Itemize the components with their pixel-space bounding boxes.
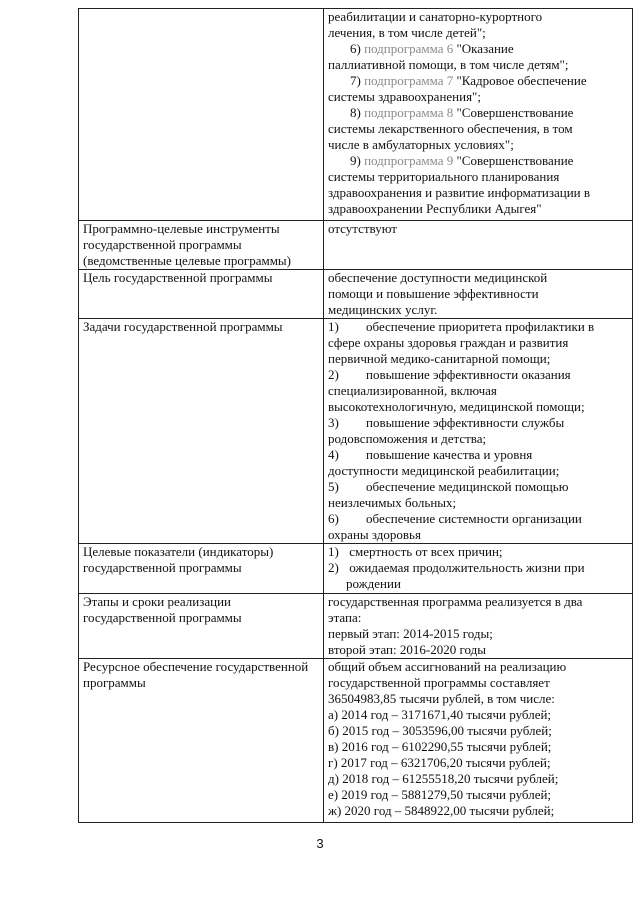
subprogram-item: 9) подпрограмма 9 "Совершенствование xyxy=(350,153,574,168)
row-label: Цель государственной программы xyxy=(79,270,324,319)
subprogram-item: 6) подпрограмма 6 "Оказание xyxy=(350,41,514,56)
row-label: Задачи государственной программы xyxy=(79,319,324,544)
row-label: Ресурсное обеспечение государственной программы xyxy=(79,659,324,823)
task-item: 2) повышение эффективности оказания xyxy=(328,367,571,382)
task-item: 6) обеспечение системности организации xyxy=(328,511,582,526)
subprogram-link: подпрограмма 9 xyxy=(364,153,454,168)
table-row xyxy=(79,9,633,221)
task-item: 3) повышение эффективности службы xyxy=(328,415,565,430)
row-value: обеспечение доступности медицинской помощи и повышение эффективности медицинских услуг. xyxy=(324,270,633,319)
row-label: Этапы и сроки реализации государственной программы xyxy=(79,594,324,659)
page-number: 3 xyxy=(316,836,324,851)
row-value: отсутствуют xyxy=(324,221,633,270)
row-label xyxy=(79,9,324,221)
task-item: 4) повышение качества и уровня xyxy=(328,447,533,462)
task-item: 1) обеспечение приоритета профилактики в xyxy=(328,319,595,334)
task-item: 5) обеспечение медицинской помощью xyxy=(328,479,569,494)
table-row xyxy=(79,594,633,659)
row-value: государственная программа реализуется в два этапа: первый этап: 2014-2015 годы; второй этап: 2016-2020 годы xyxy=(324,594,633,659)
row-label: Программно-целевые инструменты государственной программы (ведомственные целевые программы) xyxy=(79,221,324,270)
subprogram-link: подпрограмма 8 xyxy=(364,105,454,120)
table-row xyxy=(79,659,633,823)
passport-table xyxy=(78,8,633,823)
table-row xyxy=(79,221,633,270)
subprogram-link: подпрограмма 6 xyxy=(364,41,454,56)
indicator-item: 2) ожидаемая продолжительность жизни при xyxy=(328,560,585,575)
subprogram-link: подпрограмма 7 xyxy=(364,73,454,88)
subprogram-item: 8) подпрограмма 8 "Совершенствование xyxy=(350,105,574,120)
row-value: 1) обеспечение приоритета профилактики в сфере охраны здоровья граждан и развития первичной медико-санитарной помощи; 2) повышение эффективности оказания специализированной, включая высокотехнологичную, медицинской помощи; 3) повышение эффективности службы родовспоможения и детства; 4) повышение качества и уровня доступности медицинской реабилитации; 5) обеспечение медицинской помощью неизлечимых больных; 6) обеспечение системности организации охраны здоровья xyxy=(324,319,633,544)
row-label: Целевые показатели (индикаторы) государственной программы xyxy=(79,544,324,594)
table-row xyxy=(79,270,633,319)
row-value: реабилитации и санаторно-курортного лечения, в том числе детей"; 6) подпрограмма 6 "Оказание паллиативной помощи, в том числе детям"; 7) подпрограмма 7 "Кадровое обеспечение системы здравоохранения"; 8) подпрограмма 8 "Совершенствование системы лекарственного обеспечения, в том числе в амбулаторных условиях"; 9) подпрограмма 9 "Совершенствование системы территориального планирования здравоохранения и развитие информатизации в здравоохранении Республики Адыгея" xyxy=(324,9,633,221)
subprogram-item: 7) подпрограмма 7 "Кадровое обеспечение xyxy=(350,73,587,88)
row-value: 1) смертность от всех причин; 2) ожидаемая продолжительность жизни при рождении xyxy=(324,544,633,594)
value-line: реабилитации и санаторно-курортного xyxy=(328,9,543,24)
value-line: лечения, в том числе детей"; xyxy=(328,25,486,40)
table-row xyxy=(79,544,633,594)
row-value: общий объем ассигнований на реализацию государственной программы составляет 36504983,85 тысячи рублей, в том числе: а) 2014 год – 3171671,40 тысячи рублей; б) 2015 год – 3053596,00 тысячи рублей; в) 2016 год – 6102290,55 тысячи рублей; г) 2017 год – 6321706,20 тысячи рублей; д) 2018 год – 61255518,20 тысячи рублей; е) 2019 год – 5881279,50 тысячи рублей; ж) 2020 год – 5848922,00 тысячи рублей; xyxy=(324,659,633,823)
indicator-item: 1) смертность от всех причин; xyxy=(328,544,503,559)
table-row xyxy=(79,319,633,544)
